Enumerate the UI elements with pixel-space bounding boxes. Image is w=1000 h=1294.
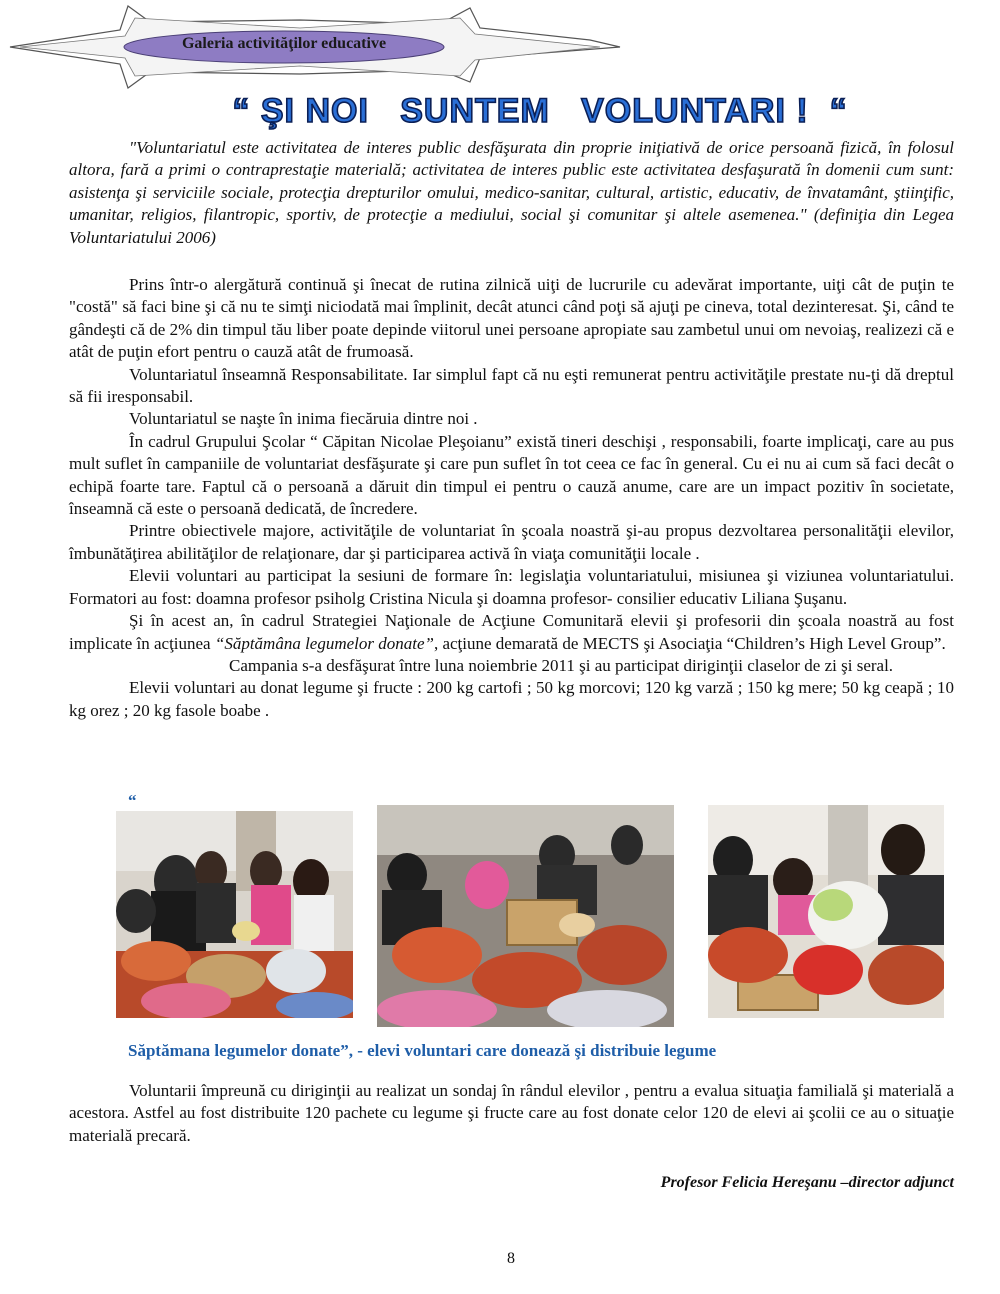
article-body [69, 274, 954, 722]
strategy-paragraph [69, 610, 954, 655]
photo-volunteers-group [116, 811, 353, 1018]
donation-paragraph: Elevii voluntari au donat legume şi fructe : 200 kg cartofi ; 50 kg morcovi; 120 kg varză ; 150 kg mere; 50 kg ceapă ; 10 kg orez ; 20 kg fasole boabe . [69, 678, 954, 720]
closing-paragraph: Voluntarii împreună cu diriginţii au realizat un sondaj în rândul elevilor , pentru a evalua situaţia familială şi materială a acestora. Astfel au fost distribuite 120 pachete cu legume şi fructe care au fost donate celor 120 de elevi ai şcolii ce au o situaţie materială precară. [69, 1081, 954, 1145]
action-name: “Săptămâna legumelor donate” [214, 633, 434, 653]
body-paragraph: Voluntariatul se naşte în inima fiecăruia dintre noi . [129, 409, 478, 429]
photo-volunteers-cabbage [708, 805, 944, 1018]
banner-label: Galeria activităţilor educative [181, 35, 387, 52]
page-number: 8 [507, 1250, 515, 1267]
title-text: “ ŞI NOI SUNTEM VOLUNTARI ! “ [232, 92, 848, 130]
strategy-text-after: , acţiune demarată de MECTS şi Asociaţia “Children’s High Level Group”. [433, 633, 946, 653]
header-banner [0, 0, 640, 90]
signature: Profesor Felicia Hereşanu –director adjunct [660, 1174, 954, 1191]
body-paragraph: Voluntariatul înseamnă Responsabilitate. Iar simplul fapt că nu eşti remunerat pentru activităţile prestate nu-ţi dă dreptul să fii iresponsabil. [69, 364, 954, 407]
page-title [180, 88, 900, 138]
body-paragraph: Prins într-o alergătură continuă şi înecat de rutina zilnică uiţi de lucrurile cu adevărat importante, uiţi cât de puţin te "costă" să faci bine şi că nu te simţi niciodată mai împlinit, decât atunci când poţi să ajuţi pe cineva, total dezinteresat. Şi, când te gândeşti că de 2% din timpul tău liber poate depinde viitorul unei persoane apropiate sau zambetul unui om nevoiaş, realizezi că e atât de puţin efort pentru o cauză atât de frumoasă. [69, 275, 954, 362]
strategy-text-before: Şi în acest an, în cadrul Strategiei Naţionale de Acţiune Comunitară elevii şi profesorii din şcoala noastră au fost implicate în acţiunea [69, 611, 954, 653]
campaign-paragraph: Campania s-a desfăşurat între luna noiembrie 2011 şi au participat diriginţii claselor de zi şi seral. [229, 655, 894, 675]
photo-volunteers-sorting [377, 805, 674, 1027]
photo-caption: Săptămana legumelor donate”, - elevi voluntari care donează şi distribuie legume [128, 1041, 717, 1060]
definition-quote [69, 137, 954, 249]
body-paragraph: Printre obiectivele majore, activităţile de voluntariat în şcoala noastră şi-au propus dezvoltarea personalităţii elevilor, îmbunătăţirea abilităţilor de relaţionare, dar şi participarea activă în viaţa comunităţii locale . [69, 521, 954, 563]
body-paragraph: În cadrul Grupului Şcolar “ Căpitan Nicolae Pleşoianu” există tineri deschişi , responsabili, foarte implicaţi, care au pus mult suflet în campaniile de voluntariat desfăşurate şi care pun suflet în tot ceea ce fac în general. Cu ei nu ai cum să faci decât o echipă foarte tare. Faptul că o persoană a dăruit din timpul ei pentru o cauză anume, care are un impact pozitiv în societate, înseamnă că este o persoană dedicată, de încredere. [69, 431, 954, 519]
quote-paragraph: "Voluntariatul este activitatea de interes public desfăşurata din proprie iniţiativă de orice persoană fizică, în folosul altora, fară a primi o contraprestaţie materială; activitatea de interes public este activitatea desfaşurată în domenii cum sunt: asistenţa şi serviciile sociale, protecţia drepturilor omului, medico-sanitar, cultural, artistic, educativ, de învatamânt, ştiinţific, umanitar, religios, filantropic, sportiv, de protecţie a mediului, social şi comunitar şi altele asemenea." (definiţia din Legea Voluntariatului 2006) [69, 138, 954, 247]
closing-section [69, 1080, 954, 1147]
title-wordart [180, 88, 900, 138]
body-paragraph: Elevii voluntari au participat la sesiuni de formare în: legislaţia voluntariatului, misiunea şi viziunea voluntariatului. Formatori au fost: doamna profesor psiholg Cristina Nicula şi doamna profesor- consilier educativ Liliana Şuşanu. [69, 566, 954, 608]
quote-mark: “ [128, 791, 137, 810]
